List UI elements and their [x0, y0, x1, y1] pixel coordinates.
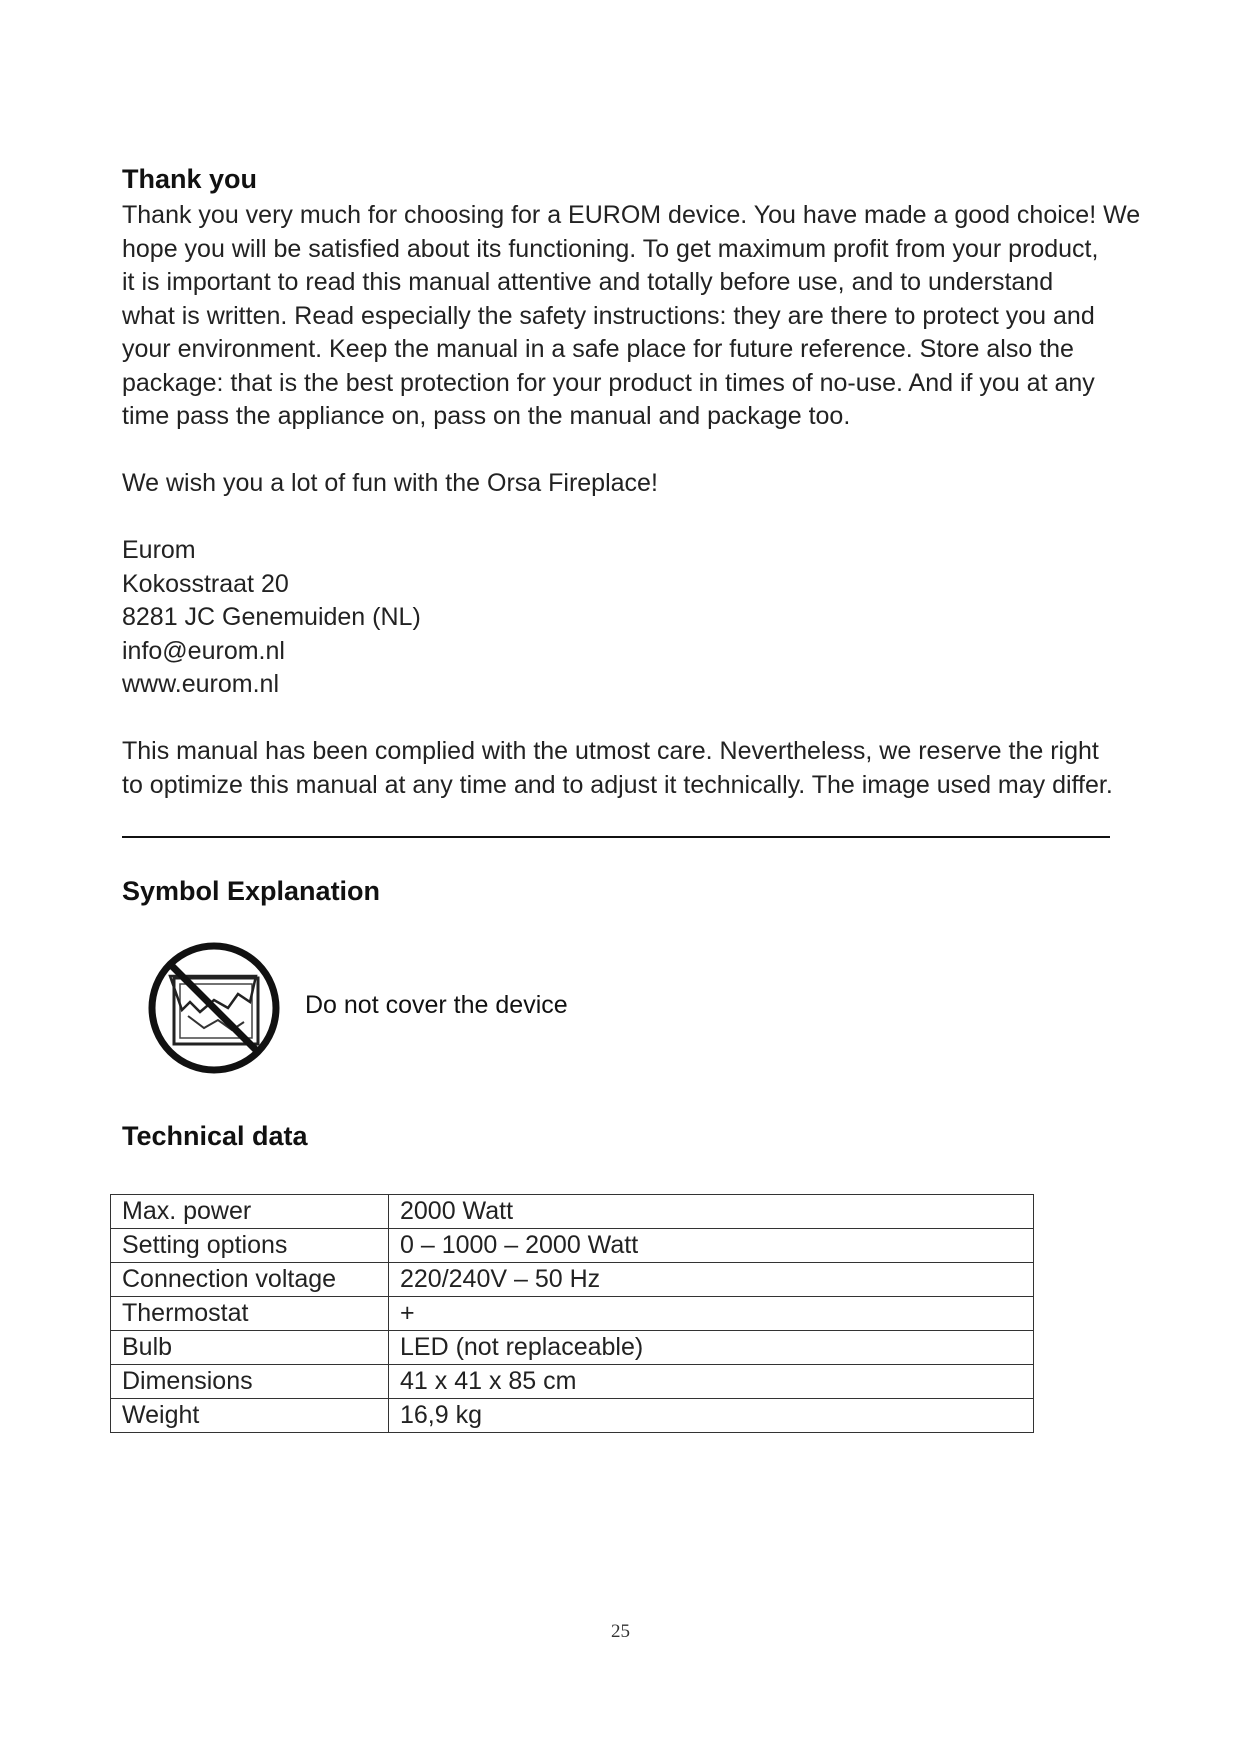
paragraph-line: to optimize this manual at any time and to adjust it technically. The image used may differ. [122, 770, 1113, 799]
paragraph-line: your environment. Keep the manual in a safe place for future reference. Store also the [122, 335, 1074, 363]
symbol-label: Do not cover the device [305, 991, 568, 1019]
page-number: 25 [611, 1621, 630, 1642]
address-city: 8281 JC Genemuiden (NL) [122, 603, 421, 631]
address-web: www.eurom.nl [122, 670, 279, 698]
spec-value: 41 x 41 x 85 cm [389, 1365, 1034, 1399]
table-row [111, 1399, 1034, 1433]
paragraph-line: This manual has been complied with the utmost care. Nevertheless, we reserve the right [122, 737, 1099, 765]
spec-key: Dimensions [111, 1365, 389, 1399]
technical-data-table [110, 1194, 1034, 1433]
symbol-item [146, 940, 846, 1076]
address-street: Kokosstraat 20 [122, 569, 289, 598]
spec-value: 2000 Watt [389, 1195, 1034, 1229]
symbol-explanation-heading: Symbol Explanation [122, 876, 381, 906]
spec-value: 0 – 1000 – 2000 Watt [389, 1229, 1034, 1263]
spec-key: Thermostat [111, 1297, 389, 1331]
spec-value: 16,9 kg [389, 1399, 1034, 1433]
table-row [111, 1195, 1034, 1229]
spec-value: LED (not replaceable) [389, 1331, 1034, 1365]
thank-you-paragraph [122, 199, 1142, 434]
section-divider [122, 836, 1110, 838]
address-block [122, 534, 1142, 702]
address-email: info@eurom.nl [122, 636, 285, 665]
spec-value: + [389, 1297, 1034, 1331]
spec-key: Connection voltage [111, 1263, 389, 1297]
technical-data-heading: Technical data [122, 1121, 308, 1151]
paragraph-line: time pass the appliance on, pass on the manual and package too. [122, 402, 851, 430]
table-row [111, 1365, 1034, 1399]
address-company: Eurom [122, 536, 196, 564]
spec-key: Bulb [111, 1331, 389, 1365]
table-row [111, 1263, 1034, 1297]
spec-value: 220/240V – 50 Hz [389, 1263, 1034, 1297]
table-row [111, 1297, 1034, 1331]
spec-key: Max. power [111, 1195, 389, 1229]
spec-key: Weight [111, 1399, 389, 1433]
paragraph-line: hope you will be satisfied about its functioning. To get maximum profit from your product, [122, 234, 1099, 263]
thank-you-heading: Thank you [122, 164, 258, 194]
wish-line: We wish you a lot of fun with the Orsa Fireplace! [122, 469, 658, 497]
paragraph-line: it is important to read this manual attentive and totally before use, and to understand [122, 268, 1054, 296]
disclaimer-paragraph [122, 735, 1142, 802]
table-row [111, 1229, 1034, 1263]
paragraph-line: package: that is the best protection for your product in times of no-use. And if you at any [122, 368, 1095, 397]
wish-text [122, 467, 1142, 501]
paragraph-line: Thank you very much for choosing for a EUROM device. You have made a good choice! We [122, 201, 1141, 229]
spec-key: Setting options [111, 1229, 389, 1263]
do-not-cover-icon [146, 940, 282, 1076]
table-row [111, 1331, 1034, 1365]
paragraph-line: what is written. Read especially the safety instructions: they are there to protect you and [122, 301, 1095, 330]
